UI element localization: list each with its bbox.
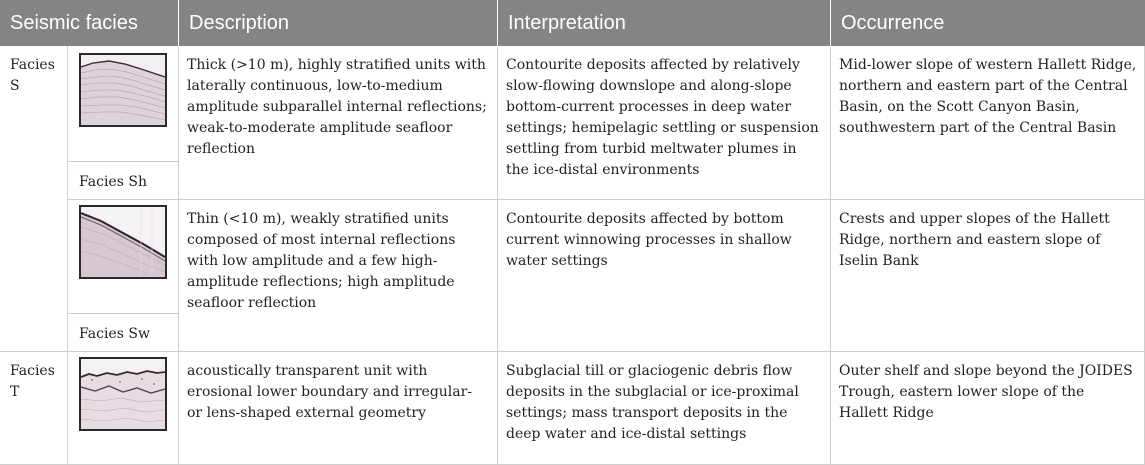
header-interpretation: Interpretation — [498, 0, 830, 46]
facies-sh-seismic-image — [79, 53, 167, 127]
facies-sh-interpretation: Contourite deposits affected by relatively slow-flowing downslope and along-slope bottom-current processes in deep water settings; hemipelagic settling or suspension settling from turbid meltwater plumes in the ice-distal environments — [506, 57, 819, 178]
facies-sw-description: Thin (<10 m), weakly stratified units composed of most internal reflections with low amplitude and a few high-amplitude reflections; high amplitude seafloor reflection — [187, 211, 456, 311]
facies-t-seismic-image — [79, 357, 167, 431]
facies-sh-label: Facies Sh — [79, 174, 147, 190]
facies-sw-occurrence: Crests and upper slopes of the Hallett Ridge, northern and eastern slope of Iselin Bank — [839, 211, 1110, 269]
facies-t-interpretation: Subglacial till or glaciogenic debris flow deposits in the subglacial or ice-proximal settings; mass transport deposits in the deep water and ice-distal settings — [506, 363, 799, 442]
header-description: Description — [179, 0, 497, 46]
facies-t-label-line2: T — [10, 384, 20, 400]
facies-s-label — [0, 46, 67, 97]
facies-sw-label: Facies Sw — [79, 326, 150, 342]
header-occurrence: Occurrence — [831, 0, 1145, 46]
facies-t-label-line1: Facies — [10, 363, 55, 379]
facies-s-label-line1: Facies — [10, 57, 55, 73]
facies-t-label — [0, 352, 67, 403]
facies-s-label-line2: S — [10, 78, 20, 94]
facies-t-description: acoustically transparent unit with erosional lower boundary and irregular- or lens-shaped external geometry — [187, 363, 473, 421]
facies-t-occurrence: Outer shelf and slope beyond the JOIDES Trough, eastern lower slope of the Hallett Ridge — [839, 363, 1133, 421]
header-seismic-facies: Seismic facies — [0, 0, 178, 46]
facies-sh-occurrence: Mid-lower slope of western Hallett Ridge, northern and eastern part of the Central Basin, on the Scott Canyon Basin, southwestern part of the Central Basin — [839, 57, 1137, 136]
facies-sw-seismic-image — [79, 205, 167, 279]
column-divider — [67, 46, 68, 465]
facies-sh-description: Thick (>10 m), highly stratified units with laterally continuous, low-to-medium amplitude subparallel internal reflections; weak-to-moderate amplitude seafloor reflection — [187, 57, 487, 157]
facies-sw-interpretation: Contourite deposits affected by bottom current winnowing processes in shallow water settings — [506, 211, 792, 269]
